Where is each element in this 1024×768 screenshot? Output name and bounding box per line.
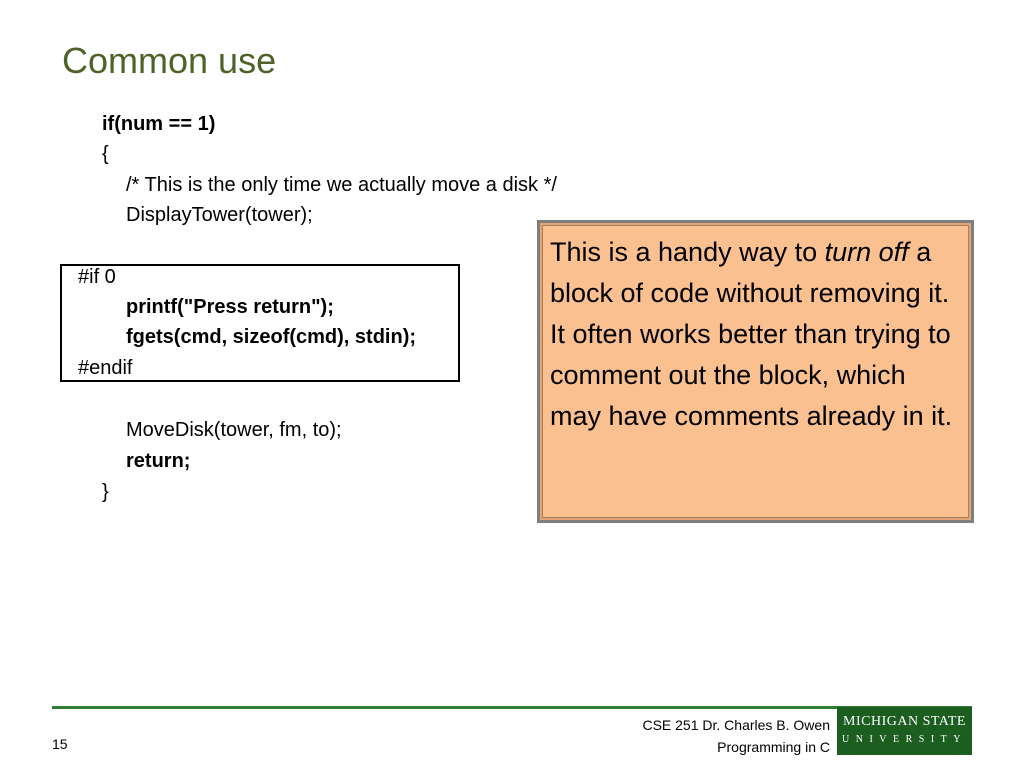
footer-rule xyxy=(52,706,972,709)
code-line-if-zero: #if 0 xyxy=(78,266,116,288)
code-line-fgets: fgets(cmd, sizeof(cmd), stdin); xyxy=(126,326,417,348)
page-number: 15 xyxy=(52,736,68,752)
callout-box xyxy=(537,220,974,523)
callout-text-before: This is a handy way to xyxy=(550,237,825,267)
footer-subject-line: Programming in C xyxy=(717,739,830,755)
footer-caption xyxy=(642,714,830,758)
code-line-display-tower: DisplayTower(tower); xyxy=(126,204,313,226)
logo-line-2: UNIVERSITY xyxy=(842,734,967,745)
code-line-endif: #endif xyxy=(78,357,133,379)
logo-line-1: MICHIGAN STATE xyxy=(843,714,966,729)
code-line-move-disk: MoveDisk(tower, fm, to); xyxy=(126,419,342,441)
code-line-return: return; xyxy=(126,450,191,472)
university-logo xyxy=(837,707,972,755)
code-line-close-brace: } xyxy=(102,481,109,503)
callout-text-after: a block of code without removing it. It often works better than trying to comment out the block, which may have comments already in it. xyxy=(550,237,953,431)
callout-emphasis: turn off xyxy=(824,237,909,267)
code-line-printf: printf("Press return"); xyxy=(126,296,334,318)
footer-course-line: CSE 251 Dr. Charles B. Owen xyxy=(642,717,830,733)
code-line-comment: /* This is the only time we actually move a disk */ xyxy=(126,174,557,196)
slide-title: Common use xyxy=(62,40,277,81)
code-line-open-brace: { xyxy=(102,143,109,165)
code-line-if: if(num == 1) xyxy=(102,113,216,135)
